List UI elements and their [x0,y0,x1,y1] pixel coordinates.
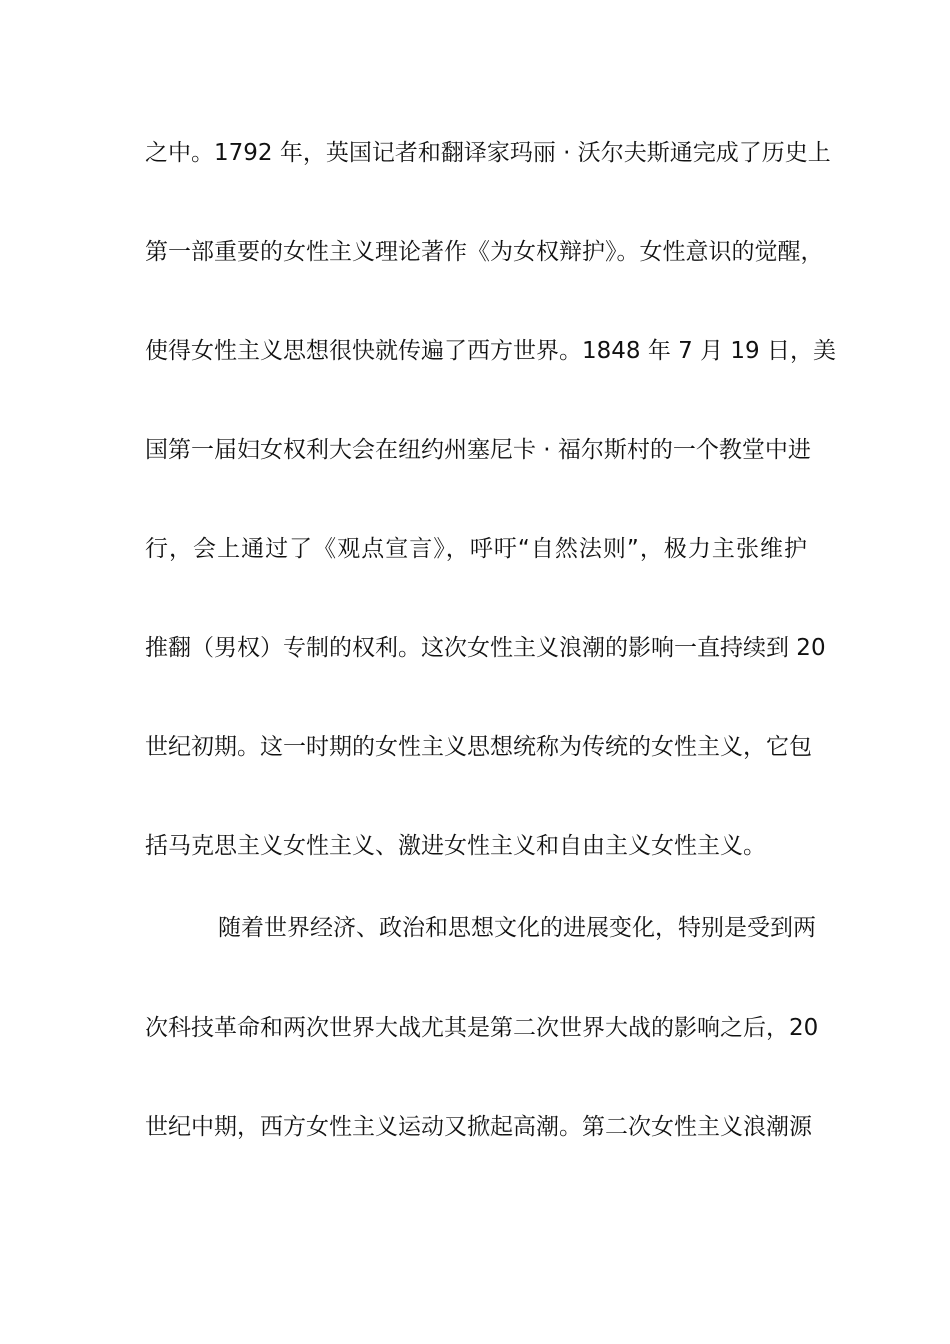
text-line: 随着世界经济、政治和思想文化的进展变化，特别是受到两 [218,915,816,941]
text-line: 世纪中期，西方女性主义运动又掀起高潮。第二次女性主义浪潮源 [145,1114,812,1140]
text-line: 使得女性主义思想很快就传遍了西方世界。1848 年 7 月 19 日，美 [145,338,836,364]
text-line: 之中。1792 年，英国记者和翻译家玛丽 · 沃尔夫斯通完成了历史上 [145,140,831,166]
text-line: 行，会上通过了《观点宣言》，呼吁“自然法则”，极力主张维护 [145,536,807,562]
text-line: 次科技革命和两次世界大战尤其是第二次世界大战的影响之后，20 [145,1015,819,1041]
text-line: 世纪初期。这一时期的女性主义思想统称为传统的女性主义，它包 [145,734,812,760]
text-line: 推翻（男权）专制的权利。这次女性主义浪潮的影响一直持续到 20 [145,635,826,661]
text-line: 国第一届妇女权利大会在纽约州塞尼卡 · 福尔斯村的一个教堂中进 [145,437,811,463]
text-line: 括马克思主义女性主义、激进女性主义和自由主义女性主义。 [145,833,766,859]
text-line: 第一部重要的女性主义理论著作《为女权辩护》。女性意识的觉醒， [145,239,824,265]
